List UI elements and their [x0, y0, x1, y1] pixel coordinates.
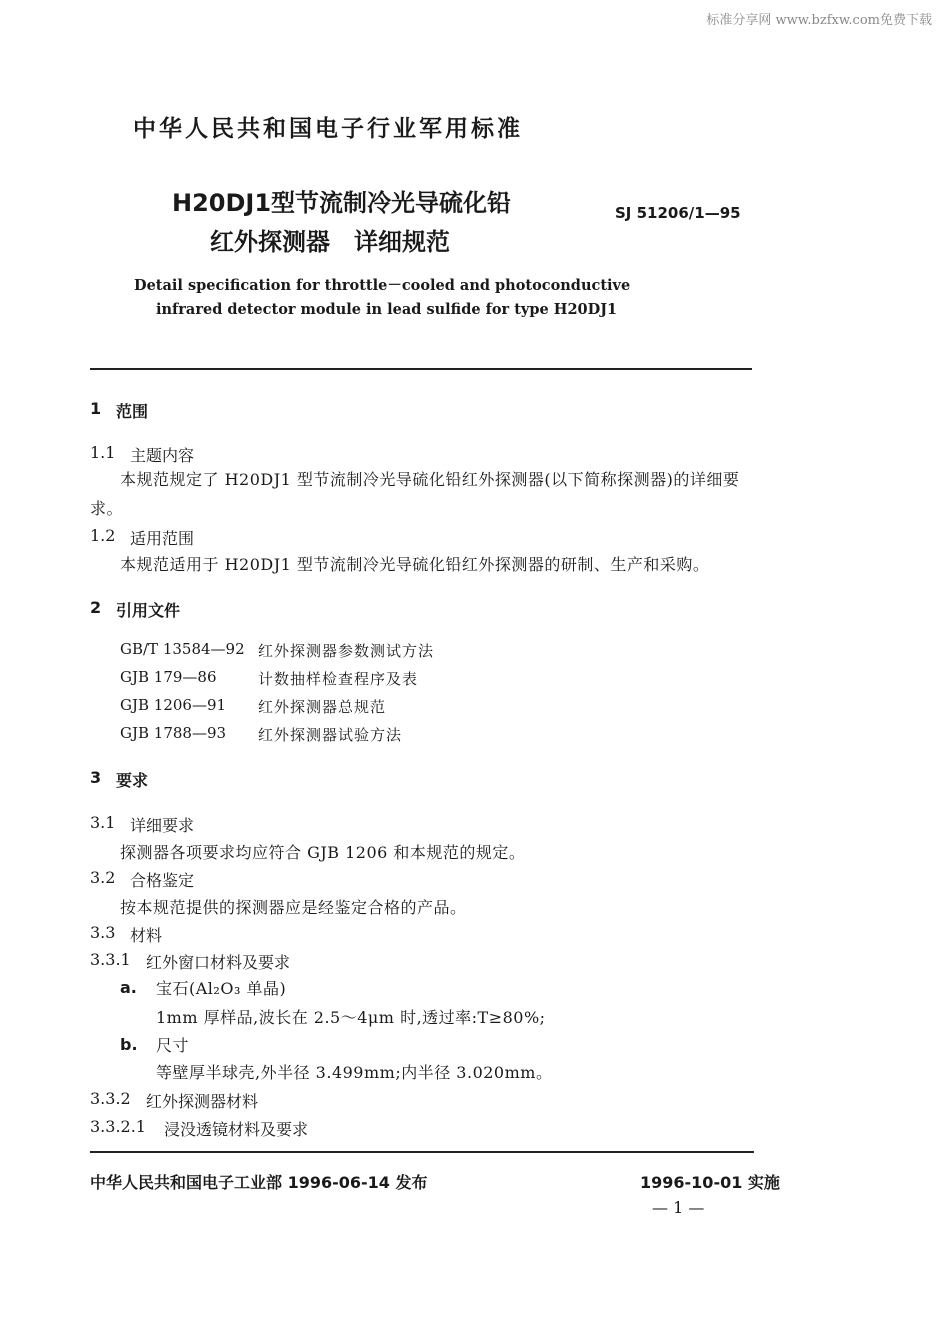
section-3-1-title: 详细要求 — [130, 816, 195, 835]
title-line-2: 红外探测器 详细规范 — [210, 228, 450, 256]
reference-code: GJB 179—86 — [120, 668, 217, 686]
section-3-3-number: 3.3 — [90, 923, 116, 942]
standard-number: SJ 51206/1—95 — [615, 204, 741, 222]
section-3-2-text: 按本规范提供的探测器应是经鉴定合格的产品。 — [120, 898, 467, 917]
section-3-2-number: 3.2 — [90, 868, 116, 887]
section-3-3-title: 材料 — [130, 926, 163, 945]
reference-title: 红外探测器试验方法 — [258, 726, 403, 744]
reference-title: 红外探测器参数测试方法 — [258, 642, 435, 660]
page-number: — 1 — — [652, 1198, 705, 1217]
section-3-number: 3 — [90, 768, 102, 787]
section-3-3-1-number: 3.3.1 — [90, 950, 131, 969]
reference-code: GJB 1206—91 — [120, 696, 227, 714]
section-2-title: 引用文件 — [116, 601, 181, 620]
section-3-1-number: 3.1 — [90, 813, 116, 832]
item-b-label: b. — [120, 1035, 138, 1054]
section-1-2-text: 本规范适用于 H20DJ1 型节流制冷光导硫化铅红外探测器的研制、生产和采购。 — [120, 555, 710, 574]
reference-title: 红外探测器总规范 — [258, 698, 387, 716]
reference-title: 计数抽样检查程序及表 — [258, 670, 419, 688]
section-1-title: 范围 — [116, 402, 149, 421]
footer-divider — [90, 1151, 754, 1153]
section-2-number: 2 — [90, 598, 102, 617]
watermark: 标准分享网 www.bzfxw.com免费下载 — [706, 13, 932, 28]
section-3-title: 要求 — [116, 771, 149, 790]
item-a-label: a. — [120, 978, 137, 997]
english-title-line-1: Detail specification for throttle－cooled and photoconductive — [134, 277, 631, 294]
section-3-3-2-title: 红外探测器材料 — [146, 1092, 259, 1111]
item-b-text: 等壁厚半球壳,外半径 3.499mm;内半径 3.020mm。 — [156, 1063, 553, 1082]
section-3-3-1-title: 红外窗口材料及要求 — [146, 953, 291, 972]
section-1-1-number: 1.1 — [90, 443, 116, 462]
section-1-1-text-line-1: 本规范规定了 H20DJ1 型节流制冷光导硫化铅红外探测器(以下简称探测器)的详细要 — [120, 470, 740, 489]
item-a-text: 1mm 厚样品,波长在 2.5～4μm 时,透过率:T≥80%; — [156, 1008, 546, 1027]
reference-code: GB/T 13584—92 — [120, 640, 245, 658]
section-3-3-2-1-number: 3.3.2.1 — [90, 1117, 146, 1136]
header-divider — [90, 368, 752, 370]
reference-code: GJB 1788—93 — [120, 724, 227, 742]
section-3-3-2-number: 3.3.2 — [90, 1089, 131, 1108]
item-a-title: 宝石(Al₂O₃ 单晶) — [156, 979, 287, 998]
section-3-2-title: 合格鉴定 — [130, 871, 195, 890]
section-1-1-text-line-2: 求。 — [90, 499, 124, 518]
org-standard-heading: 中华人民共和国电子行业军用标准 — [133, 116, 523, 142]
effective-date: 1996-10-01 实施 — [640, 1173, 780, 1192]
section-1-2-number: 1.2 — [90, 526, 116, 545]
title-line-1: H20DJ1型节流制冷光导硫化铅 — [172, 189, 512, 217]
section-3-1-text: 探测器各项要求均应符合 GJB 1206 和本规范的规定。 — [120, 843, 526, 862]
item-b-title: 尺寸 — [156, 1036, 190, 1055]
section-1-number: 1 — [90, 399, 102, 418]
section-1-2-title: 适用范围 — [130, 529, 195, 548]
english-title-line-2: infrared detector module in lead sulfide for type H20DJ1 — [156, 301, 618, 318]
issue-date: 中华人民共和国电子工业部 1996-06-14 发布 — [90, 1173, 428, 1192]
section-1-1-title: 主题内容 — [130, 446, 195, 465]
section-3-3-2-1-title: 浸没透镜材料及要求 — [164, 1120, 309, 1139]
